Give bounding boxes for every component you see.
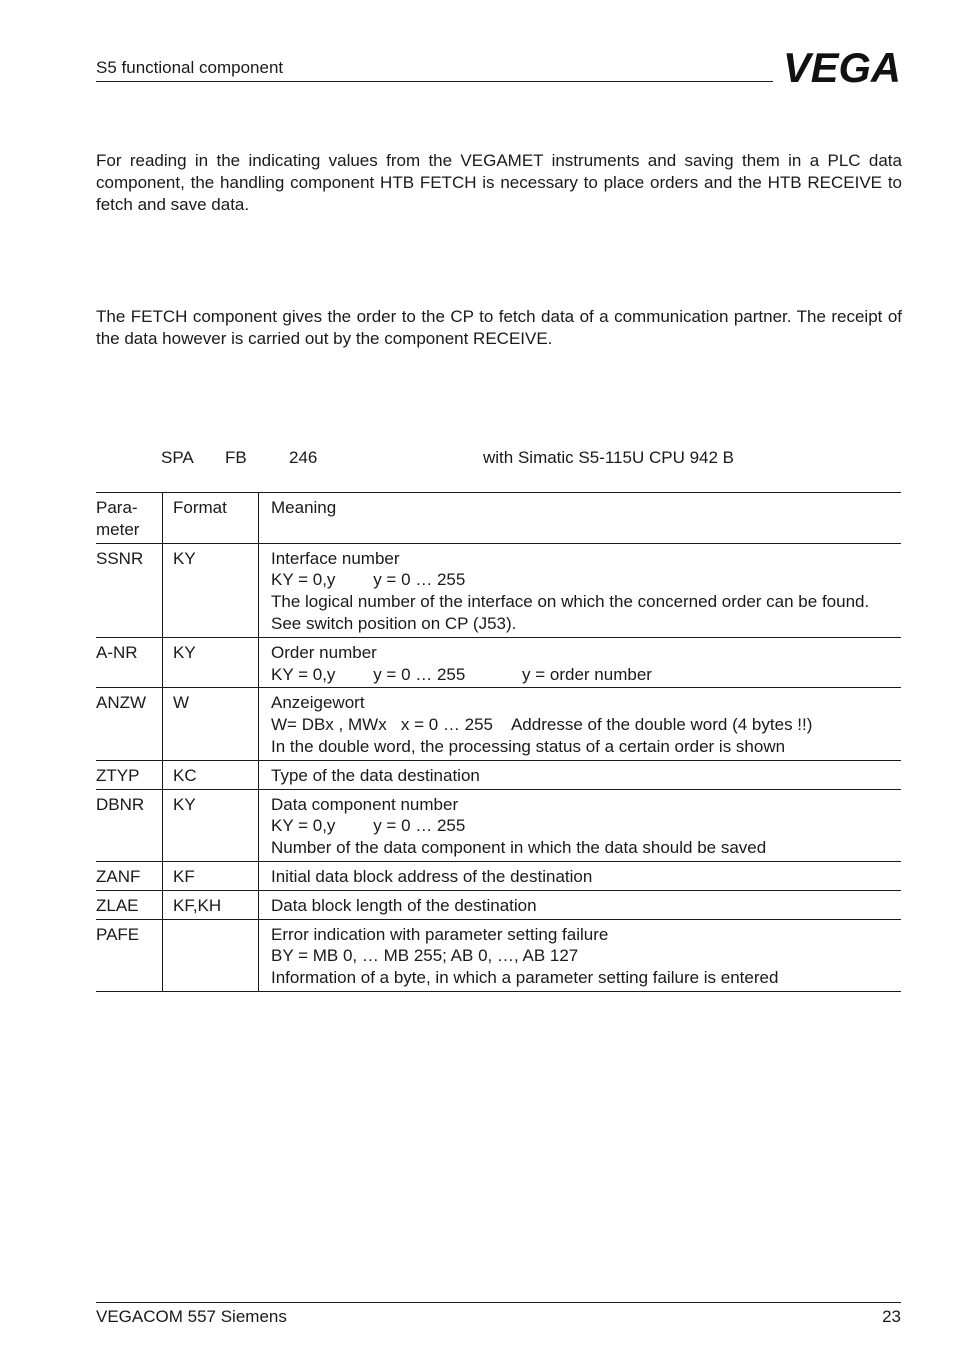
format-cell: KF,KH bbox=[163, 890, 259, 919]
table-row bbox=[96, 919, 901, 991]
header-param-line: meter bbox=[96, 519, 140, 539]
meaning-cell bbox=[259, 861, 902, 890]
meaning-line: See switch position on CP (J53). bbox=[271, 613, 517, 633]
param-cell: ANZW bbox=[96, 688, 163, 760]
table-row bbox=[96, 543, 901, 637]
meaning-cell bbox=[259, 789, 902, 861]
param-cell: A-NR bbox=[96, 637, 163, 688]
table-row bbox=[96, 760, 901, 789]
meaning-line: BY = MB 0, … MB 255; AB 0, …, AB 127 bbox=[271, 946, 579, 966]
vega-logo bbox=[782, 48, 902, 86]
meaning-line: In the double word, the processing status of a certain order is shown bbox=[271, 736, 786, 756]
table-header-row bbox=[96, 493, 901, 544]
format-cell: KF bbox=[163, 861, 259, 890]
param-cell: SSNR bbox=[96, 543, 163, 637]
header-format: Format bbox=[163, 493, 259, 544]
header-meaning: Meaning bbox=[259, 493, 902, 544]
footer-title: VEGACOM 557 Siemens bbox=[96, 1307, 287, 1326]
header-title: S5 functional component bbox=[96, 58, 284, 77]
header-param bbox=[96, 493, 163, 544]
meaning-cell bbox=[259, 543, 902, 637]
table-row bbox=[96, 890, 901, 919]
meaning-line: W= DBx , MWx x = 0 … 255 Addresse of the double word (4 bytes !!) bbox=[271, 715, 813, 735]
format-cell: KY bbox=[163, 637, 259, 688]
meaning-line: Information of a byte, in which a parameter setting failure is entered bbox=[271, 968, 779, 988]
meaning-line: KY = 0,y y = 0 … 255 bbox=[271, 570, 466, 590]
param-cell: PAFE bbox=[96, 919, 163, 991]
call-number: 246 bbox=[289, 448, 318, 467]
format-cell: KC bbox=[163, 760, 259, 789]
meaning-line: KY = 0,y y = 0 … 255 bbox=[271, 816, 466, 836]
meaning-line: Data component number bbox=[271, 794, 459, 814]
meaning-line: The logical number of the interface on which the concerned order can be found. bbox=[271, 592, 870, 612]
format-cell: KY bbox=[163, 543, 259, 637]
format-cell bbox=[163, 919, 259, 991]
meaning-cell bbox=[259, 890, 902, 919]
meaning-cell bbox=[259, 760, 902, 789]
meaning-cell bbox=[259, 637, 902, 688]
meaning-line: Order number bbox=[271, 642, 377, 662]
meaning-line: Anzeigewort bbox=[271, 693, 365, 713]
meaning-cell bbox=[259, 688, 902, 760]
meaning-cell bbox=[259, 919, 902, 991]
fetch-description: The FETCH component gives the order to the CP to fetch data of a communication partner. The receipt of the data however is carried out by the component RECEIVE. bbox=[96, 307, 902, 348]
meaning-line: Error indication with parameter setting failure bbox=[271, 924, 609, 944]
meaning-line: Interface number bbox=[271, 548, 400, 568]
table-row bbox=[96, 861, 901, 890]
param-cell: ZANF bbox=[96, 861, 163, 890]
param-cell: ZTYP bbox=[96, 760, 163, 789]
footer-rule bbox=[96, 1302, 901, 1303]
format-cell: KY bbox=[163, 789, 259, 861]
meaning-line: Number of the data component in which the data should be saved bbox=[271, 838, 767, 858]
table-row bbox=[96, 637, 901, 688]
table-row bbox=[96, 789, 901, 861]
call-op: SPA bbox=[161, 448, 194, 467]
meaning-line: Initial data block address of the destination bbox=[271, 866, 593, 886]
meaning-line: Type of the data destination bbox=[271, 765, 480, 785]
call-block: FB bbox=[225, 448, 247, 467]
format-cell: W bbox=[163, 688, 259, 760]
param-cell: DBNR bbox=[96, 789, 163, 861]
param-cell: ZLAE bbox=[96, 890, 163, 919]
meaning-line: KY = 0,y y = 0 … 255 y = order number bbox=[271, 664, 652, 684]
meaning-line: Data block length of the destination bbox=[271, 895, 537, 915]
page-number: 23 bbox=[882, 1307, 901, 1326]
header-param-line: Para- bbox=[96, 498, 138, 517]
intro-paragraph: For reading in the indicating values from the VEGAMET instruments and saving them in a PLC data component, the handling component HTB FETCH is necessary to place orders and the HTB RECEIVE to fetch and save data. bbox=[96, 151, 902, 214]
call-note: with Simatic S5-115U CPU 942 B bbox=[483, 448, 735, 467]
parameter-table bbox=[96, 492, 901, 992]
svg-text:VEGA: VEGA bbox=[783, 48, 901, 86]
table-row bbox=[96, 688, 901, 760]
header-rule bbox=[96, 81, 773, 82]
